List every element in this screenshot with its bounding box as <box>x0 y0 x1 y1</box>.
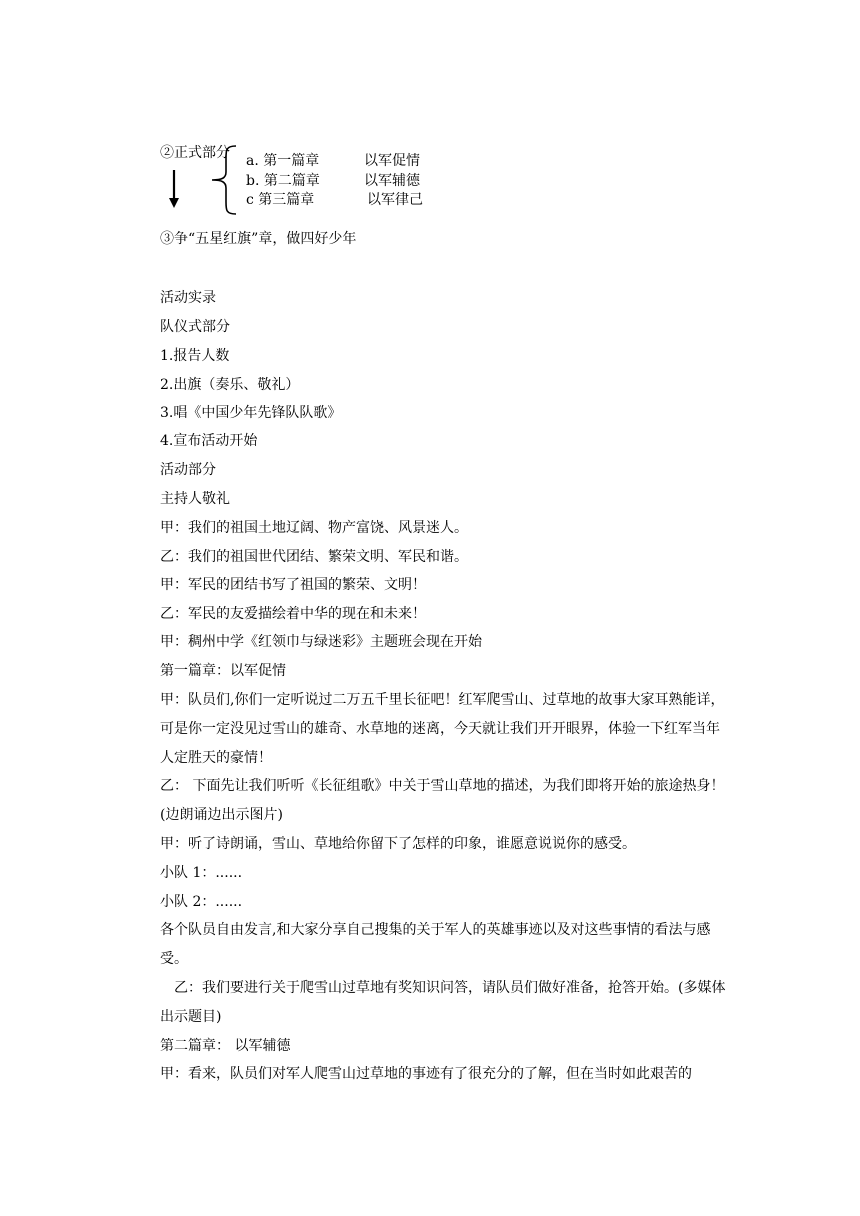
paragraph: 甲：听了诗朗诵，雪山、草地给你留下了怎样的印象，谁愿意说说你的感受。 <box>160 836 636 852</box>
dialogue-line: 甲：稠州中学《红领巾与绿迷彩》主题班会现在开始 <box>160 634 482 650</box>
section-heading-record: 活动实录 <box>160 290 216 306</box>
outline-item-theme: 以军律己 <box>367 192 423 208</box>
text-line: 主持人敬礼 <box>160 491 230 507</box>
list-item: 2.出旗（奏乐、敬礼） <box>160 377 300 393</box>
paragraph: 甲：队员们,你们一定听说过二万五千里长征吧！红军爬雪山、过草地的故事大家耳熟能详，可是你一定没见过雪山的雄奇、水草地的迷离，今天就让我们开开眼界，体验一下红军当年人定胜天的豪情！ <box>160 692 725 766</box>
list-item: 1.报告人数 <box>160 348 230 364</box>
outline-item-label: a. 第一篇章 <box>246 153 320 169</box>
curly-brace-icon <box>206 144 240 216</box>
down-arrow-icon <box>166 170 182 210</box>
list-item: 3.唱《中国少年先锋队队歌》 <box>160 405 342 421</box>
list-item: 4.宣布活动开始 <box>160 433 258 449</box>
dialogue-line: 乙：我们的祖国世代团结、繁荣文明、军民和谐。 <box>160 549 468 565</box>
outline-item-theme: 以军辅德 <box>364 173 420 189</box>
dialogue-line: 乙：军民的友爱描绘着中华的现在和未来！ <box>160 606 426 622</box>
chapter-heading: 第一篇章：以军促情 <box>160 663 286 679</box>
dialogue-line: 小队 1：...... <box>160 865 243 881</box>
chapter-heading: 第二篇章： 以军辅德 <box>160 1038 291 1054</box>
section-heading-activity: 活动部分 <box>160 462 216 478</box>
dialogue-line: 甲：军民的团结书写了祖国的繁荣、文明！ <box>160 577 426 593</box>
outline-item-theme: 以军促情 <box>364 153 420 169</box>
paragraph: 各个队员自由发言,和大家分享自己搜集的关于军人的英雄事迹以及对这些事情的看法与感受。 <box>160 922 711 967</box>
dialogue-line: 小队 2：...... <box>160 894 243 910</box>
formal-part-heading: ②正式部分 <box>160 145 230 161</box>
outline-item-3 <box>246 191 423 209</box>
paragraph: 乙： 下面先让我们听听《长征组歌》中关于雪山草地的描述，为我们即将开始的旅途热身！(边朗诵边出示图片) <box>160 778 725 823</box>
paragraph: 乙：我们要进行关于爬雪山过草地有奖知识问答，请队员们做好准备，抢答开始。(多媒体出示题目) <box>160 980 726 1025</box>
paragraph: 甲：看来，队员们对军人爬雪山过草地的事迹有了很充分的了解，但在当时如此艰苦的 <box>160 1066 692 1082</box>
outline-item-label: c 第三篇章 <box>246 192 315 208</box>
third-step-line: ③争“五星红旗”章，做四好少年 <box>160 231 357 247</box>
outline-item-label: b. 第二篇章 <box>246 173 320 189</box>
outline-item-2 <box>246 172 420 190</box>
outline-item-1 <box>246 152 420 170</box>
section-heading-ceremony: 队仪式部分 <box>160 319 230 335</box>
dialogue-line: 甲：我们的祖国土地辽阔、物产富饶、风景迷人。 <box>160 520 468 536</box>
